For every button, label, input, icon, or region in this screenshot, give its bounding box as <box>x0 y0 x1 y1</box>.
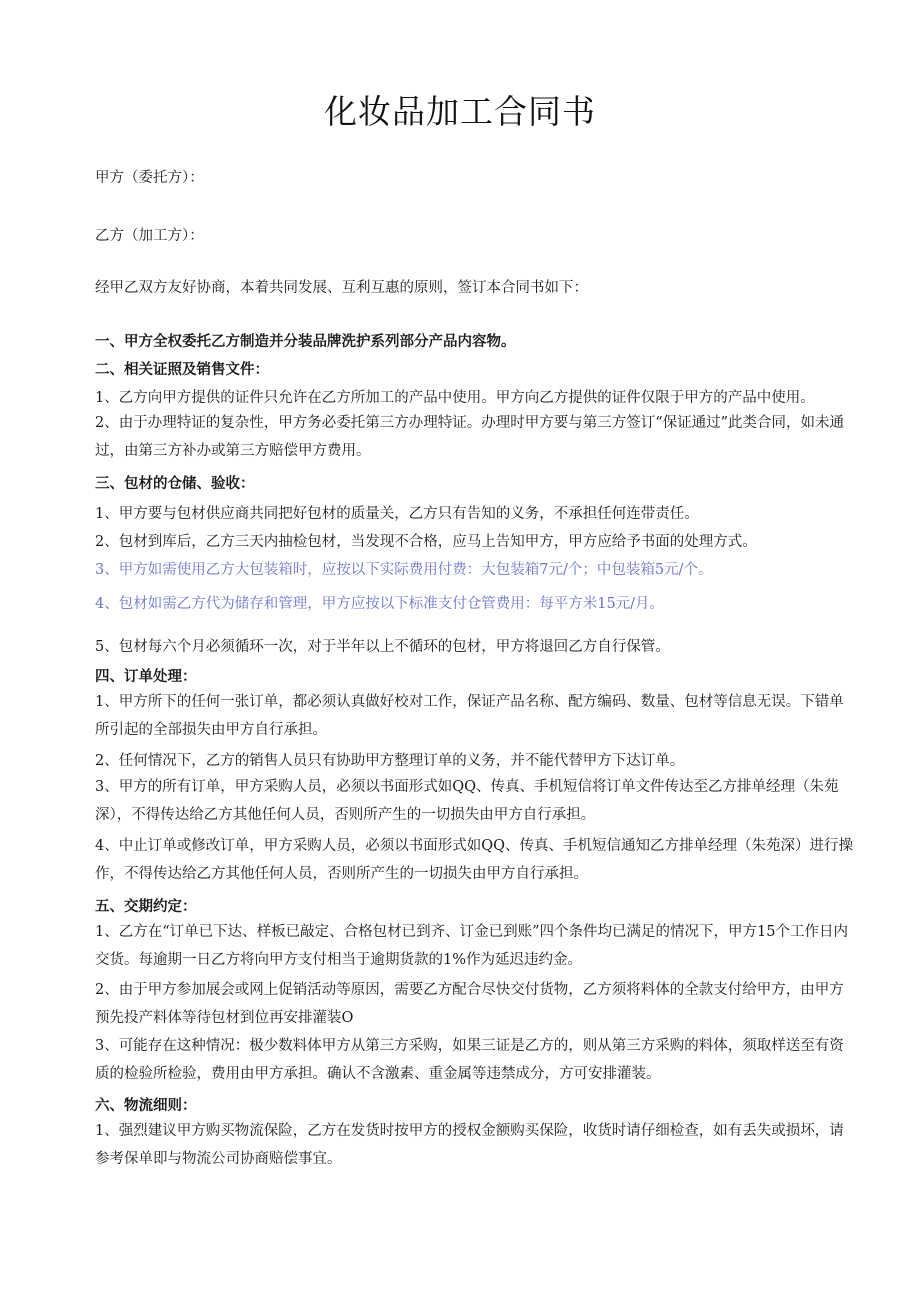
section-5-heading: 五、交期约定： <box>95 899 197 915</box>
party-b-line: 乙方（加工方）： <box>95 228 204 244</box>
section-6-item: 1、强烈建议甲方购买物流保险，乙方在发货时按甲方的授权金额购买保险，收货时请仔细检查，如有丢失或损坏，请参考保单即与物流公司协商赔偿事宜。 <box>95 1123 844 1167</box>
section-5-item: 2、由于甲方参加展会或网上促销活动等原因，需要乙方配合尽快交付货物，乙方须将料体的全款支付给甲方，由甲方预先投产料体等待包材到位再安排灌装O <box>95 982 844 1026</box>
section-3-item-highlight: 4、包材如需乙方代为储存和管理，甲方应按以下标准支付仓管费用：每平方米15元/月。 <box>95 596 665 612</box>
section-3-item-highlight: 3、甲方如需使用乙方大包装箱时，应按以下实际费用付费：大包装箱7元/个；中包装箱5元/个。 <box>95 562 713 578</box>
section-5-item: 3、可能存在这种情况：极少数料体甲方从第三方采购，如果三证是乙方的，则从第三方采购的料体，须取样送至有资质的检验所检验，费用由甲方承担。确认不含激素、重金属等违禁成分，方可安排灌装。 <box>95 1038 844 1082</box>
section-2-item: 2、由于办理特证的复杂性，甲方务必委托第三方办理特证。办理时甲方要与第三方签订“保证通过”此类合同，如未通过，由第三方补办或第三方赔偿甲方费用。 <box>95 415 845 459</box>
section-5-item: 1、乙方在“订单已下达、样板已敲定、合格包材已到齐、订金已到账”四个条件均已满足的情况下，甲方15个工作日内交货。每逾期一日乙方将向甲方支付相当于逾期货款的1%作为延迟违约金。 <box>95 924 848 968</box>
section-4-item: 1、甲方所下的任何一张订单，都必须认真做好校对工作，保证产品名称、配方编码、数量、包材等信息无误。下错单所引起的全部损失由甲方自行承担。 <box>95 694 844 738</box>
section-3-heading: 三、包材的仓储、验收： <box>95 476 255 492</box>
party-a-line: 甲方（委托方）： <box>95 170 204 186</box>
section-1-heading: 一、甲方全权委托乙方制造并分装品牌洗护系列部分产品内容物。 <box>95 334 516 350</box>
document-title: 化妆品加工合同书 <box>324 92 596 131</box>
section-3-item: 2、包材到库后，乙方三天内抽检包材，当发现不合格，应马上告知甲方，甲方应给予书面的处理方式。 <box>95 534 757 550</box>
section-3-item: 5、包材每六个月必须循环一次，对于半年以上不循环的包材，甲方将退回乙方自行保管。 <box>95 639 670 655</box>
section-2-heading: 二、相关证照及销售文件： <box>95 362 269 378</box>
section-2-item: 1、乙方向甲方提供的证件只允许在乙方所加工的产品中使用。甲方向乙方提供的证件仅限于甲方的产品中使用。 <box>95 390 815 406</box>
section-4-item: 3、甲方的所有订单，甲方采购人员，必须以书面形式如QQ、传真、手机短信将订单文件传达至乙方排单经理（朱苑深），不得传达给乙方其他任何人员，否则所产生的一切损失由甲方自行承担。 <box>95 779 839 823</box>
intro-paragraph: 经甲乙双方友好协商，本着共同发展、互利互惠的原则，签订本合同书如下： <box>95 280 588 296</box>
section-4-heading: 四、订单处理： <box>95 669 197 685</box>
section-6-heading: 六、物流细则： <box>95 1098 197 1114</box>
section-3-item: 1、甲方要与包材供应商共同把好包材的质量关，乙方只有告知的义务，不承担任何连带责任。 <box>95 506 699 522</box>
section-4-item: 2、任何情况下，乙方的销售人员只有协助甲方整理订单的义务，并不能代替甲方下达订单。 <box>95 753 685 769</box>
section-4-item: 4、中止订单或修改订单，甲方采购人员，必须以书面形式如QQ、传真、手机短信通知乙方排单经理（朱苑深）进行操作，不得传达给乙方其他任何人员，否则所产生的一切损失由甲方自行承担。 <box>95 838 853 882</box>
